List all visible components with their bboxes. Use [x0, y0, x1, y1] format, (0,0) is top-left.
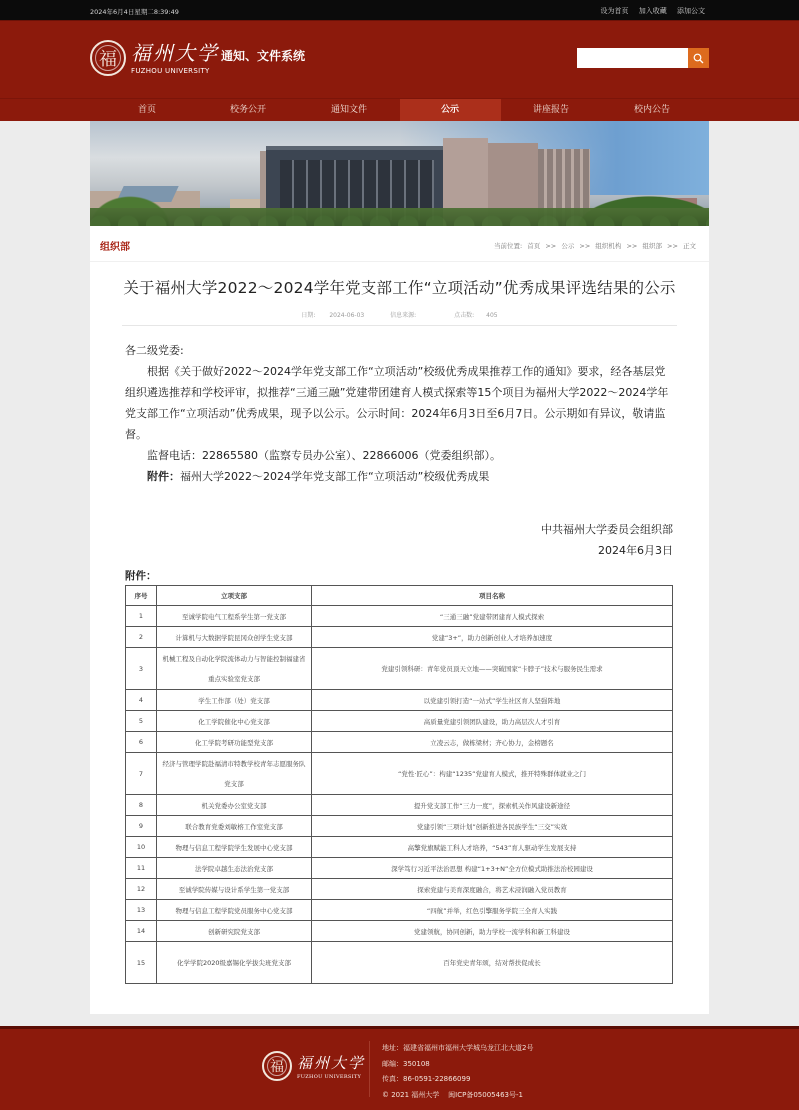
row-branch: 化工学院考研功能型党支部: [157, 732, 312, 753]
footer-divider: [369, 1041, 370, 1097]
site-logo[interactable]: [90, 40, 305, 76]
row-number: 14: [126, 921, 157, 942]
row-project: 深学笃行习近平法治思想 构建“1+3+N”全方位模式助推法治校园建设: [312, 858, 673, 879]
table-row: [126, 732, 673, 753]
row-number: 2: [126, 627, 157, 648]
table-row: [126, 795, 673, 816]
breadcrumb-prefix: 当前位置:: [493, 242, 523, 250]
row-branch: 法学院卓越生态法治党支部: [157, 858, 312, 879]
row-number: 6: [126, 732, 157, 753]
search-button[interactable]: [688, 48, 709, 68]
breadcrumb-home[interactable]: 首页: [527, 242, 541, 250]
paragraph-hotline: 监督电话：22865580（监察专员办公室）、22866006（党委组织部）。: [147, 449, 501, 462]
breadcrumb-publicity[interactable]: 公示: [561, 242, 575, 250]
row-branch: 经济与管理学院赴福清市特教学校青年志愿服务队党支部: [157, 753, 312, 795]
footer-postcode: 邮编：350108: [382, 1059, 430, 1068]
row-project: 党建引领“三项计划”创新推进各民族学生“三交”实效: [312, 816, 673, 837]
row-number: 7: [126, 753, 157, 795]
row-number: 11: [126, 858, 157, 879]
table-row: [126, 879, 673, 900]
add-favorite-link[interactable]: 加入收藏: [638, 7, 667, 15]
site-footer: [0, 1026, 799, 1110]
row-branch: 化工学院催化中心党支部: [157, 711, 312, 732]
breadcrumb-organizations[interactable]: 组织机构: [595, 242, 622, 250]
row-project: 以党建引领打造“一站式”学生社区育人坚强阵地: [312, 690, 673, 711]
results-table: [125, 585, 673, 984]
table-row: [126, 627, 673, 648]
site-header: [0, 20, 799, 98]
row-project: “四航”并举，红色引擎服务学院三全育人实践: [312, 900, 673, 921]
nav-item-home[interactable]: 首页: [137, 105, 156, 115]
row-project: 党建“3+”，助力创新创业人才培养加速度: [312, 627, 673, 648]
row-branch: 至诚学院电气工程系学生第一党支部: [157, 606, 312, 627]
row-number: 13: [126, 900, 157, 921]
nav-item-notices[interactable]: 通知文件: [330, 105, 367, 115]
header-no: 序号: [126, 586, 157, 606]
logo-system-name: 通知、文件系统: [221, 48, 306, 63]
section-title: 组织部: [100, 242, 130, 253]
campus-banner-image: [90, 121, 709, 226]
footer-fax: 传真：86-0591-22866099: [382, 1075, 471, 1083]
row-branch: 计算机与大数据学院昆冈众创学生党支部: [157, 627, 312, 648]
nav-item-campus-announcements[interactable]: 校内公告: [633, 105, 670, 115]
footer-address: 地址：福建省福州市福州大学城乌龙江北大道2号: [382, 1044, 534, 1052]
row-project: “党性·匠心”：构建“1235”党建育人模式，推开特殊群体就业之门: [312, 753, 673, 795]
nav-item-lectures[interactable]: 讲座报告: [532, 105, 569, 115]
signature-org: 中共福州大学委员会组织部: [541, 523, 673, 536]
table-row: [126, 648, 673, 690]
top-bar: [0, 0, 799, 20]
content-area: [90, 226, 709, 1014]
signature-date: 2024年6月3日: [598, 544, 673, 557]
logo-en-name: FUZHOU UNIVERSITY: [131, 66, 210, 75]
add-document-link[interactable]: 添加公文: [677, 7, 705, 15]
row-number: 12: [126, 879, 157, 900]
university-seal-icon: 福: [90, 40, 126, 76]
row-branch: 创新研究院党支部: [157, 921, 312, 942]
table-row: [126, 942, 673, 984]
footer-copyright: © 2021 福州大学 闽ICP备05005463号-1: [382, 1090, 523, 1099]
table-row: [126, 858, 673, 879]
footer-seal-icon: 福: [262, 1051, 292, 1081]
paragraph-main: 根据《关于做好2022～2024学年党支部工作“立项活动”校级优秀成果推荐工作的通知》要求，经各基层党组织遴选推荐和学校评审，拟推荐“三通三融”党建带团建育人模式探索等15个项目为福州大学2022～2024学年党支部工作“立项活动”优秀成果，现予以公示。公示时间：2024年6月3日至6月7日。公示期如有异议，敬请监督。: [125, 365, 669, 441]
row-number: 9: [126, 816, 157, 837]
row-number: 5: [126, 711, 157, 732]
header-branch: 立项支部: [157, 586, 312, 606]
attachment-link[interactable]: 福州大学2022～2024学年党支部工作“立项活动”校级优秀成果: [180, 470, 490, 483]
search-box: [577, 48, 709, 68]
row-number: 8: [126, 795, 157, 816]
row-branch: 学生工作部（处）党支部: [157, 690, 312, 711]
row-branch: 化学学院2020级嘉锡化学拔尖班党支部: [157, 942, 312, 984]
row-branch: 联合教育党委刘敏榕工作室党支部: [157, 816, 312, 837]
nav-item-publicity[interactable]: 公示: [400, 99, 501, 121]
row-number: 4: [126, 690, 157, 711]
row-branch: 至诚学院传媒与设计系学生第一党支部: [157, 879, 312, 900]
footer-icp[interactable]: 闽ICP备05005463号-1: [448, 1090, 523, 1099]
row-project: 百年党史青年颂，结对帮扶促成长: [312, 942, 673, 984]
row-number: 1: [126, 606, 157, 627]
footer-info: [382, 1041, 533, 1103]
table-row: [126, 690, 673, 711]
table-row: [126, 816, 673, 837]
breadcrumb: 当前位置: 首页 >> 公示 >> 组织机构 >> 组织部 >> 正文: [493, 242, 696, 250]
article-date: 2024-06-03: [329, 312, 365, 319]
article-meta: 日期: 2024-06-03 信息来源: 点击数: 405: [301, 312, 498, 319]
row-branch: 物理与信息工程学院学生发展中心党支部: [157, 837, 312, 858]
table-row: [126, 921, 673, 942]
footer-logo-en: FUZHOU UNIVERSITY: [297, 1074, 362, 1080]
row-branch: 机关党委办公室党支部: [157, 795, 312, 816]
table-header-row: [126, 586, 673, 606]
logo-cn-name: 福州大学: [131, 40, 219, 65]
row-project: 党建引领科研：青年党员顶天立地——突破国家“卡脖子”技术与服务民生需求: [312, 648, 673, 690]
breadcrumb-org-dept[interactable]: 组织部: [642, 242, 662, 250]
search-icon: [693, 53, 704, 64]
article-title: 关于福州大学2022～2024学年党支部工作“立项活动”优秀成果评选结果的公示: [123, 279, 676, 297]
header-project: 项目名称: [312, 586, 673, 606]
footer-logo-cn: 福州大学: [297, 1054, 366, 1072]
article-body: [90, 326, 709, 487]
row-project: 立凌云志，做栋梁材；齐心协力，金榜题名: [312, 732, 673, 753]
row-project: 高质量党建引领团队建设，助力高层次人才引育: [312, 711, 673, 732]
row-project: “三通三融”党建带团建育人模式探索: [312, 606, 673, 627]
table-row: [126, 900, 673, 921]
row-number: 15: [126, 942, 157, 984]
footer-logo: [262, 1051, 365, 1081]
row-number: 3: [126, 648, 157, 690]
table-row: [126, 837, 673, 858]
row-number: 10: [126, 837, 157, 858]
nav-item-affairs[interactable]: 校务公开: [229, 105, 266, 115]
table-row: [126, 753, 673, 795]
row-project: 提升党支部工作“三力一度”，探索机关作风建设新途径: [312, 795, 673, 816]
salutation: 各二级党委:: [125, 344, 184, 357]
attachment-line: 附件：福州大学2022～2024学年党支部工作“立项活动”校级优秀成果: [147, 470, 490, 483]
signature: [90, 519, 709, 561]
top-links: [593, 6, 705, 16]
set-homepage-link[interactable]: 设为首页: [600, 7, 629, 15]
click-count: 405: [486, 312, 498, 319]
table-row: [126, 606, 673, 627]
current-datetime: 2024年6月4日星期二8:39:49: [90, 8, 179, 16]
main-nav: [0, 98, 799, 121]
row-branch: 物理与信息工程学院党员服务中心党支部: [157, 900, 312, 921]
row-project: 党建领航，协同创新，助力学校一流学科和新工科建设: [312, 921, 673, 942]
annex-title: 附件：: [125, 570, 157, 582]
table-row: [126, 711, 673, 732]
search-input[interactable]: [577, 48, 688, 68]
row-branch: 机械工程及自动化学院流体动力与智能控制福建省重点实验室党支部: [157, 648, 312, 690]
breadcrumb-current: 正文: [683, 242, 696, 250]
row-project: 高擎党旗赋能工科人才培养，“543”育人驱动学生发展支持: [312, 837, 673, 858]
row-project: 探索党建与美育深度融合，将艺术浸润融入党员教育: [312, 879, 673, 900]
